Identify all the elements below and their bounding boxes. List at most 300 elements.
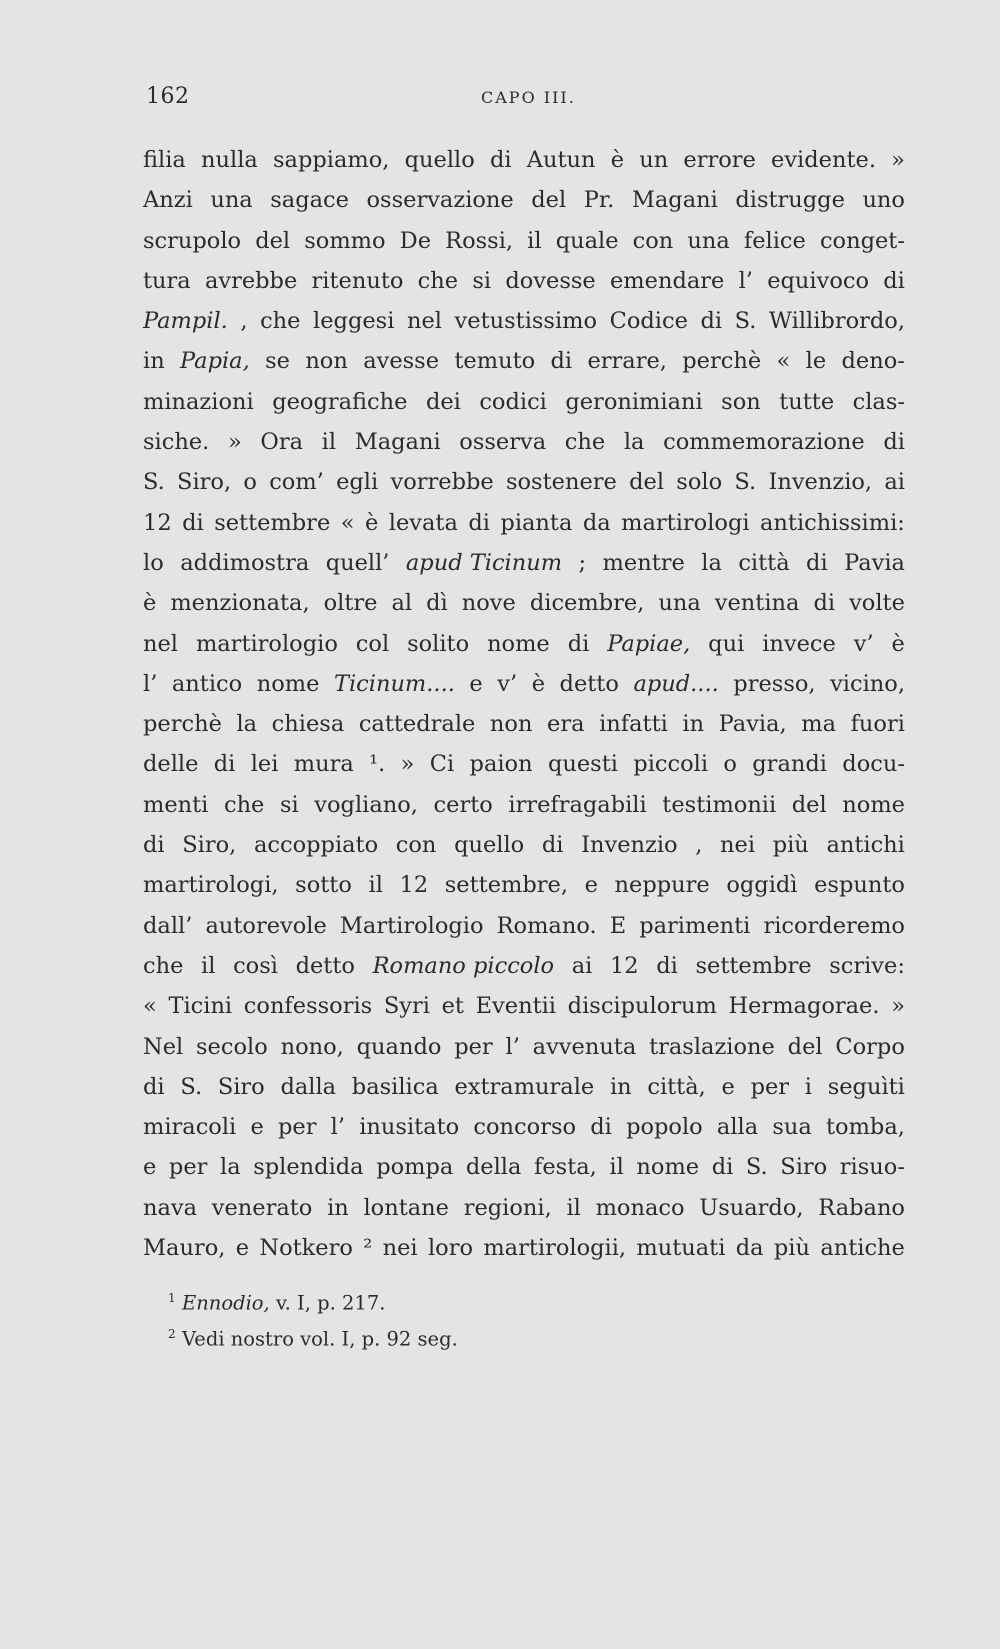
word: Anzi (143, 187, 193, 214)
text-line (143, 1067, 905, 1107)
text-line (143, 865, 905, 905)
word: per (277, 1114, 317, 1141)
word: vogliano, (314, 791, 418, 818)
word: uno (862, 187, 905, 214)
italic-word: Pampil. (143, 308, 228, 335)
word: v’ (497, 670, 518, 697)
word: nome (842, 791, 905, 818)
word: alla (716, 1114, 759, 1141)
word: venerato (211, 1194, 313, 1221)
word: oltre (323, 590, 378, 617)
word: martirologi (621, 509, 750, 536)
word: parimenti (639, 912, 751, 939)
word: città, (647, 1073, 706, 1100)
word: Magani (354, 429, 441, 456)
word: Ora (260, 429, 303, 456)
word: festa, (534, 1154, 597, 1181)
word: il (201, 952, 216, 979)
word: ai (884, 469, 905, 496)
word: in (143, 348, 165, 375)
word: il (368, 872, 383, 899)
footnote-text: Vedi nostro vol. I, p. 92 seg. (182, 1327, 458, 1350)
text-line (143, 583, 905, 623)
word: E (609, 912, 627, 939)
word: basilica (351, 1073, 439, 1100)
word: solito (407, 630, 470, 657)
word: regioni, (463, 1194, 552, 1221)
word: leggesi (313, 308, 395, 335)
word: extramurale (454, 1073, 595, 1100)
word: S. (734, 308, 757, 335)
word: Notkero (259, 1235, 353, 1262)
word: martirologii, (483, 1235, 627, 1262)
footnote (168, 1319, 868, 1355)
word: ² (363, 1235, 373, 1262)
word: ritenuto (311, 267, 404, 294)
word: popolo (626, 1114, 703, 1141)
word: del (255, 227, 291, 254)
word: in (609, 1073, 632, 1100)
word: Rossi, (445, 227, 514, 254)
word: S. (734, 469, 757, 496)
word: felice (743, 227, 806, 254)
text-line (143, 704, 905, 744)
footnotes (168, 1283, 868, 1354)
word: dovesse (505, 267, 596, 294)
word: avesse (363, 348, 440, 375)
word: il (527, 227, 542, 254)
word: dì (426, 590, 448, 617)
word: la (236, 711, 258, 738)
word: chiesa (271, 711, 345, 738)
word: S. (745, 1154, 768, 1181)
word: ma (801, 711, 837, 738)
word: l’ (143, 670, 158, 697)
word: di (883, 267, 905, 294)
word: et (441, 993, 464, 1020)
word: 12 (143, 509, 172, 536)
word: martirologi, (143, 872, 279, 899)
word: martirologio (195, 630, 338, 657)
word: Romano. (496, 912, 597, 939)
word: un (639, 147, 669, 173)
word: il (566, 1194, 581, 1221)
text-line (143, 543, 905, 583)
italic-word: apud Ticinum (405, 549, 563, 576)
word: e (143, 1154, 157, 1181)
word: deno- (841, 348, 905, 375)
word: Pavia, (718, 711, 787, 738)
word: una (687, 227, 730, 254)
word: tura (143, 267, 191, 294)
word: De (399, 227, 432, 254)
word: e (584, 872, 598, 899)
word: codici (479, 388, 547, 415)
word: sommo (304, 227, 386, 254)
word: Hermagorae. (728, 993, 880, 1020)
word: settembre, (444, 872, 568, 899)
word: di (468, 509, 490, 536)
word: si (472, 267, 492, 294)
word: fuori (850, 711, 905, 738)
word: da (735, 1235, 764, 1262)
word: solo (676, 469, 723, 496)
word: filia (143, 147, 186, 173)
word: distrugge (735, 187, 845, 214)
word: osserva (459, 429, 547, 456)
word: lo (143, 549, 164, 576)
text-line (143, 785, 905, 825)
word: con (632, 227, 674, 254)
word: certo (433, 791, 493, 818)
word: menti (143, 791, 209, 818)
word: avvenuta (532, 1033, 637, 1060)
word: antichi (826, 832, 905, 859)
word: delle (143, 751, 199, 778)
word: irrefragabili (508, 791, 647, 818)
word: « (340, 509, 355, 536)
word: dicembre, (529, 590, 645, 617)
word: è (364, 509, 379, 536)
word: miracoli (143, 1114, 237, 1141)
word: osservazione (366, 187, 514, 214)
word: di (541, 832, 564, 859)
word: Corpo (835, 1033, 905, 1060)
word: è (891, 630, 905, 657)
word: Martirologio (339, 912, 484, 939)
word: Ticini (168, 993, 233, 1020)
word: è (610, 147, 625, 173)
word: nulla (201, 147, 258, 173)
word: Mauro, (143, 1235, 226, 1262)
word: una (658, 590, 701, 617)
word: geronimiani (565, 388, 703, 415)
word: sagace (270, 187, 349, 214)
word: Invenzio (581, 832, 678, 859)
word: di (813, 590, 836, 617)
word: di (550, 348, 573, 375)
text-line (143, 301, 905, 341)
text-line (143, 946, 905, 986)
word: tomba, (826, 1114, 905, 1141)
word: 12 (609, 952, 639, 979)
word: menzionata, (170, 590, 310, 617)
word: detto (295, 952, 355, 979)
word: più (772, 832, 809, 859)
word: di (883, 429, 905, 456)
word: evidente. (771, 147, 876, 173)
word: dalla (280, 1073, 337, 1100)
word: quello (404, 147, 475, 173)
word: conget- (819, 227, 905, 254)
word: al (391, 590, 413, 617)
word: per (168, 1154, 208, 1181)
italic-word: Papia, (180, 348, 250, 375)
word: errare, (587, 348, 667, 375)
word: di (590, 1114, 612, 1141)
footnote (168, 1283, 868, 1319)
word: di (143, 1073, 165, 1100)
word: Usuardo, (699, 1194, 804, 1221)
word: l’ (738, 267, 753, 294)
word: di (700, 308, 723, 335)
word: perchè (143, 711, 222, 738)
word: l’ (505, 1033, 520, 1060)
word: mura (293, 751, 354, 778)
text-line (143, 744, 905, 784)
italic-word: Papiae, (607, 630, 691, 657)
word: vorrebbe (390, 469, 494, 496)
word: risuo- (839, 1154, 905, 1181)
word: levata (388, 509, 458, 536)
running-head: CAPO III. (481, 88, 576, 107)
word: » (891, 993, 905, 1020)
word: v’ (853, 630, 874, 657)
word: ricorderemo (763, 912, 905, 939)
word: geografiche (272, 388, 408, 415)
italic-word: Ticinum.... (333, 670, 455, 697)
text-line (143, 422, 905, 462)
word: Autun (526, 147, 596, 173)
word: così (233, 952, 278, 979)
word: una (210, 187, 253, 214)
word: con (395, 832, 437, 859)
word: non (305, 348, 348, 375)
word: quell’ (325, 549, 390, 576)
word: nome (636, 1154, 700, 1181)
word: antiche (820, 1235, 905, 1262)
word: che (223, 791, 265, 818)
word: si (279, 791, 299, 818)
word: di (567, 630, 590, 657)
word: pompa (376, 1154, 454, 1181)
word: mutuati (636, 1235, 726, 1262)
text-line (143, 180, 905, 220)
word: ai (571, 952, 593, 979)
word: dall’ (143, 912, 193, 939)
word: di (656, 952, 678, 979)
word: per (750, 1073, 790, 1100)
word: docu- (842, 751, 905, 778)
word: Eventii (475, 993, 557, 1020)
word: più (773, 1235, 810, 1262)
word: « (143, 993, 157, 1020)
word: » (400, 751, 415, 778)
word: Siro, (182, 832, 237, 859)
word: di (806, 549, 828, 576)
word: ¹. (369, 751, 386, 778)
word: addimostra (180, 549, 310, 576)
word: di (711, 1154, 734, 1181)
word: mentre (602, 549, 685, 576)
word: quello (454, 832, 525, 859)
word: di (489, 147, 512, 173)
word: e (469, 670, 483, 697)
text-line (143, 825, 905, 865)
word: del (531, 187, 567, 214)
text-line (143, 906, 905, 946)
word: dei (425, 388, 461, 415)
word: piccoli (633, 751, 709, 778)
word: , (240, 308, 248, 335)
text-line (143, 140, 905, 180)
word: lei (250, 751, 279, 778)
word: questi (547, 751, 618, 778)
word: settembre (214, 509, 331, 536)
word: tutte (779, 388, 835, 415)
word: è (531, 670, 546, 697)
word: la (623, 429, 645, 456)
page-number: 162 (146, 84, 190, 109)
word: traslazione (649, 1033, 775, 1060)
word: che (417, 267, 459, 294)
word: sotto (295, 872, 352, 899)
word: discipulorum (567, 993, 717, 1020)
body-text (143, 140, 905, 1268)
word: città (738, 549, 790, 576)
word: temuto (454, 348, 536, 375)
word: perchè (682, 348, 762, 375)
word: secolo (196, 1033, 268, 1060)
word: scrive: (829, 952, 905, 979)
word: Pr. (583, 187, 615, 214)
footnote-text: v. I, p. 217. (269, 1291, 386, 1315)
word: antichissimi: (760, 509, 905, 536)
word: qui (708, 630, 745, 657)
word: Willibrordo, (768, 308, 905, 335)
word: e (721, 1073, 735, 1100)
word: settembre (695, 952, 812, 979)
word: Codice (609, 308, 688, 335)
word: pianta (500, 509, 573, 536)
word: « (776, 348, 791, 375)
word: per (454, 1033, 493, 1060)
word: antico (171, 670, 243, 697)
word: di (182, 509, 204, 536)
word: infatti (599, 711, 668, 738)
text-line (143, 1188, 905, 1228)
word: vicino, (830, 670, 905, 697)
word: emendare (609, 267, 725, 294)
word: avrebbe (204, 267, 298, 294)
word: nono, (280, 1033, 344, 1060)
word: e (235, 1235, 250, 1262)
word: se (265, 348, 290, 375)
word: clas- (852, 388, 905, 415)
word: era (547, 711, 585, 738)
text-line (143, 382, 905, 422)
word: di (143, 832, 165, 859)
page-header (146, 84, 906, 124)
word: Pavia (844, 549, 905, 576)
word: concorso (473, 1114, 577, 1141)
word: quando (356, 1033, 442, 1060)
word: , (695, 832, 703, 859)
word: lontane (363, 1194, 449, 1221)
word: in (682, 711, 705, 738)
word: che (260, 308, 301, 335)
text-line (143, 624, 905, 664)
word: nove (461, 590, 516, 617)
word: siche. (143, 429, 210, 456)
word: sua (772, 1114, 812, 1141)
word: oggidì (726, 872, 798, 899)
word: che (564, 429, 606, 456)
text-line (143, 1147, 905, 1187)
word: e (250, 1114, 264, 1141)
word: seguìti (827, 1073, 905, 1100)
word: nava (143, 1194, 198, 1221)
word: del (787, 1033, 823, 1060)
word: nei (720, 832, 756, 859)
word: nome (487, 630, 550, 657)
word: della (465, 1154, 522, 1181)
footnote-title: Ennodio, (182, 1291, 270, 1315)
word: ; (578, 549, 587, 576)
word: nei (382, 1235, 418, 1262)
text-line (143, 1228, 905, 1268)
footnote-mark: 1 (168, 1291, 176, 1305)
word: la (701, 549, 722, 576)
word: la (220, 1154, 241, 1181)
text-line (143, 664, 905, 704)
word: inusitato (359, 1114, 460, 1141)
word: invece (762, 630, 836, 657)
word: » (227, 429, 242, 456)
word: autorevole (205, 912, 327, 939)
word: del (629, 469, 665, 496)
word: grandi (752, 751, 827, 778)
italic-word: Romano piccolo (372, 952, 555, 979)
text-line (143, 221, 905, 261)
text-line (143, 1027, 905, 1067)
word: sappiamo, (273, 147, 390, 173)
word: son (721, 388, 761, 415)
footnote-mark: 2 (168, 1326, 176, 1341)
word: equivoco (767, 267, 870, 294)
word: nel (143, 630, 179, 657)
word: » (891, 147, 905, 173)
word: sostenere (505, 469, 617, 496)
word: non (489, 711, 533, 738)
text-line (143, 462, 905, 502)
word: Siro (217, 1073, 265, 1100)
italic-word: apud.... (633, 670, 719, 697)
word: ventina (714, 590, 800, 617)
word: nome (256, 670, 320, 697)
word: volte (849, 590, 905, 617)
word: splendida (253, 1154, 364, 1181)
text-line (143, 986, 905, 1026)
word: S. (143, 469, 165, 496)
word: commemorazione (663, 429, 865, 456)
word: S. (180, 1073, 203, 1100)
word: in (327, 1194, 349, 1221)
word: o (723, 751, 737, 778)
word: minazioni (143, 388, 254, 415)
word: espunto (814, 872, 905, 899)
word: il (321, 429, 337, 456)
word: loro (427, 1235, 473, 1262)
word: cattedrale (358, 711, 476, 738)
word: Nel (143, 1033, 184, 1060)
word: presso, (733, 670, 816, 697)
word: nel (406, 308, 442, 335)
word: il (609, 1154, 624, 1181)
word: scrupolo (143, 227, 242, 254)
word: testimonii (662, 791, 777, 818)
word: Siro (780, 1154, 828, 1181)
